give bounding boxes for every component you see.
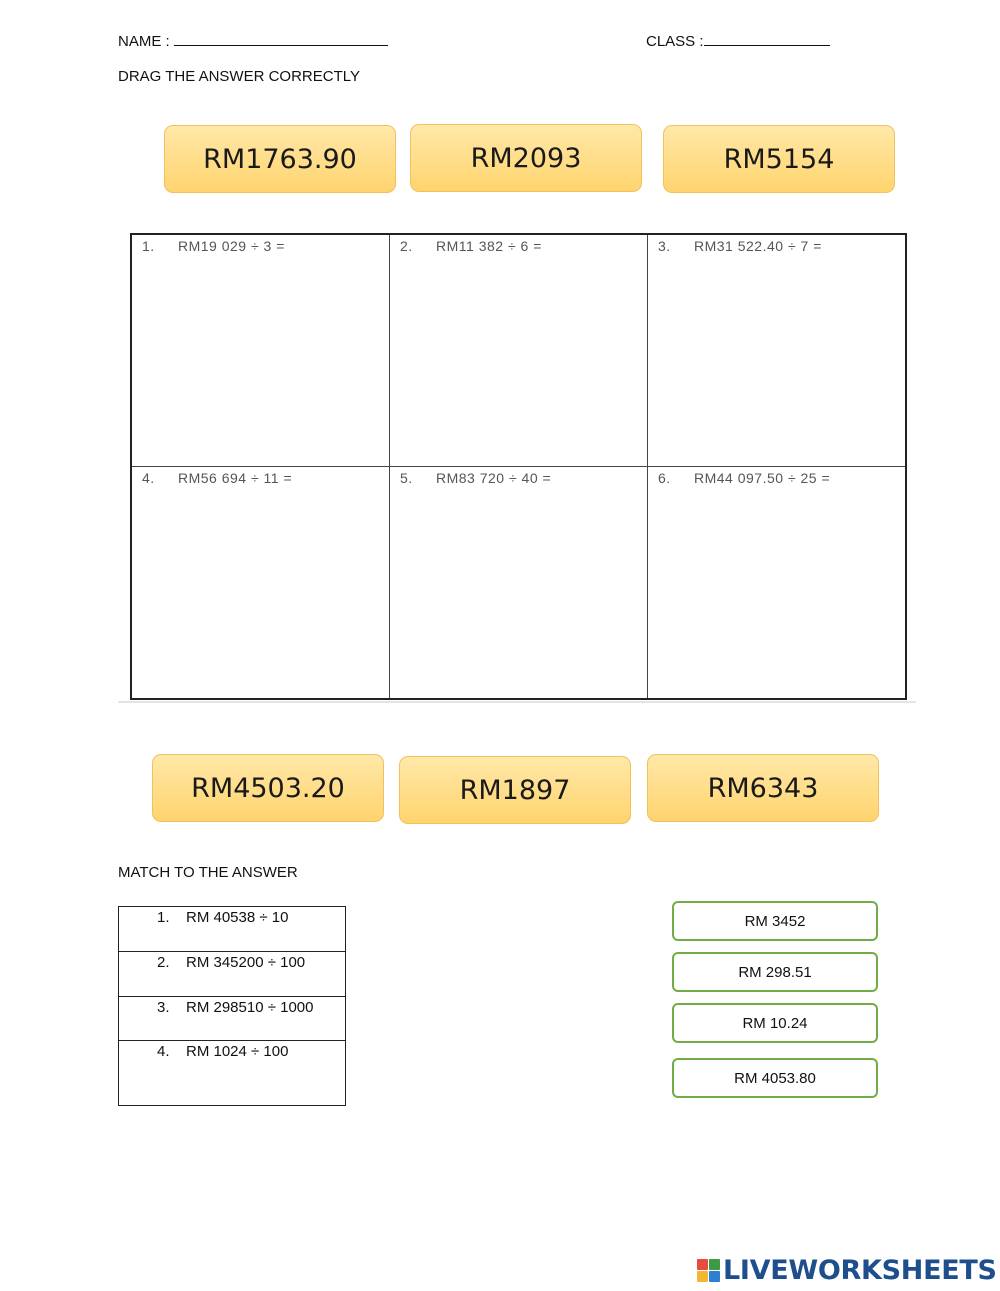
match-row[interactable]: [119, 1041, 345, 1105]
logo-tile: [697, 1271, 708, 1282]
divider: [118, 701, 916, 703]
question-text: 2. RM11 382 ÷ 6 =: [400, 238, 542, 254]
match-answer-box[interactable]: RM 298.51: [672, 952, 878, 992]
match-row-number: 2.: [157, 954, 170, 971]
question-cell[interactable]: [648, 467, 905, 698]
match-row-expr: RM 1024 ÷ 100: [186, 1043, 289, 1060]
match-table: [118, 906, 346, 1106]
match-answer-box[interactable]: RM 3452: [672, 901, 878, 941]
question-text: 4. RM56 694 ÷ 11 =: [142, 470, 293, 486]
match-row-number: 1.: [157, 909, 170, 926]
question-text: 3. RM31 522.40 ÷ 7 =: [658, 238, 822, 254]
match-row-expr: RM 345200 ÷ 100: [186, 954, 306, 971]
question-text: 1. RM19 029 ÷ 3 =: [142, 238, 285, 254]
match-row-number: 4.: [157, 1043, 170, 1060]
match-row-number: 3.: [157, 999, 170, 1016]
liveworksheets-logo-icon: [697, 1259, 720, 1282]
question-cell[interactable]: [390, 235, 648, 467]
drag-answer-chip[interactable]: RM4503.20: [152, 754, 384, 822]
match-title: MATCH TO THE ANSWER: [118, 864, 298, 881]
match-row-expr: RM 298510 ÷ 1000: [186, 999, 314, 1016]
logo-tile: [709, 1259, 720, 1270]
question-text: 5. RM83 720 ÷ 40 =: [400, 470, 552, 486]
match-row[interactable]: [119, 952, 345, 997]
drag-answer-chip[interactable]: RM2093: [410, 124, 642, 192]
question-cell[interactable]: [390, 467, 648, 698]
match-answer-box[interactable]: RM 10.24: [672, 1003, 878, 1043]
class-line: [646, 32, 830, 50]
class-blank: [704, 32, 830, 46]
question-cell[interactable]: [132, 235, 390, 467]
name-label: NAME :: [118, 33, 170, 50]
name-line: [118, 32, 388, 50]
question-cell[interactable]: [648, 235, 905, 467]
question-cell[interactable]: [132, 467, 390, 698]
logo-tile: [697, 1259, 708, 1270]
drag-answer-chip[interactable]: RM1897: [399, 756, 631, 824]
question-text: 6. RM44 097.50 ÷ 25 =: [658, 470, 831, 486]
instruction-text: DRAG THE ANSWER CORRECTLY: [118, 68, 360, 85]
liveworksheets-logo: [697, 1255, 997, 1285]
match-answer-box[interactable]: RM 4053.80: [672, 1058, 878, 1098]
logo-tile: [709, 1271, 720, 1282]
match-row-expr: RM 40538 ÷ 10: [186, 909, 289, 926]
drag-answer-chip[interactable]: RM5154: [663, 125, 895, 193]
name-blank: [174, 32, 388, 46]
match-row[interactable]: [119, 907, 345, 952]
drag-answer-chip[interactable]: RM6343: [647, 754, 879, 822]
drag-answer-chip[interactable]: RM1763.90: [164, 125, 396, 193]
logo-text: LIVEWORKSHEETS: [723, 1254, 997, 1286]
question-grid: [130, 233, 907, 700]
class-label: CLASS :: [646, 33, 704, 50]
match-row[interactable]: [119, 997, 345, 1041]
